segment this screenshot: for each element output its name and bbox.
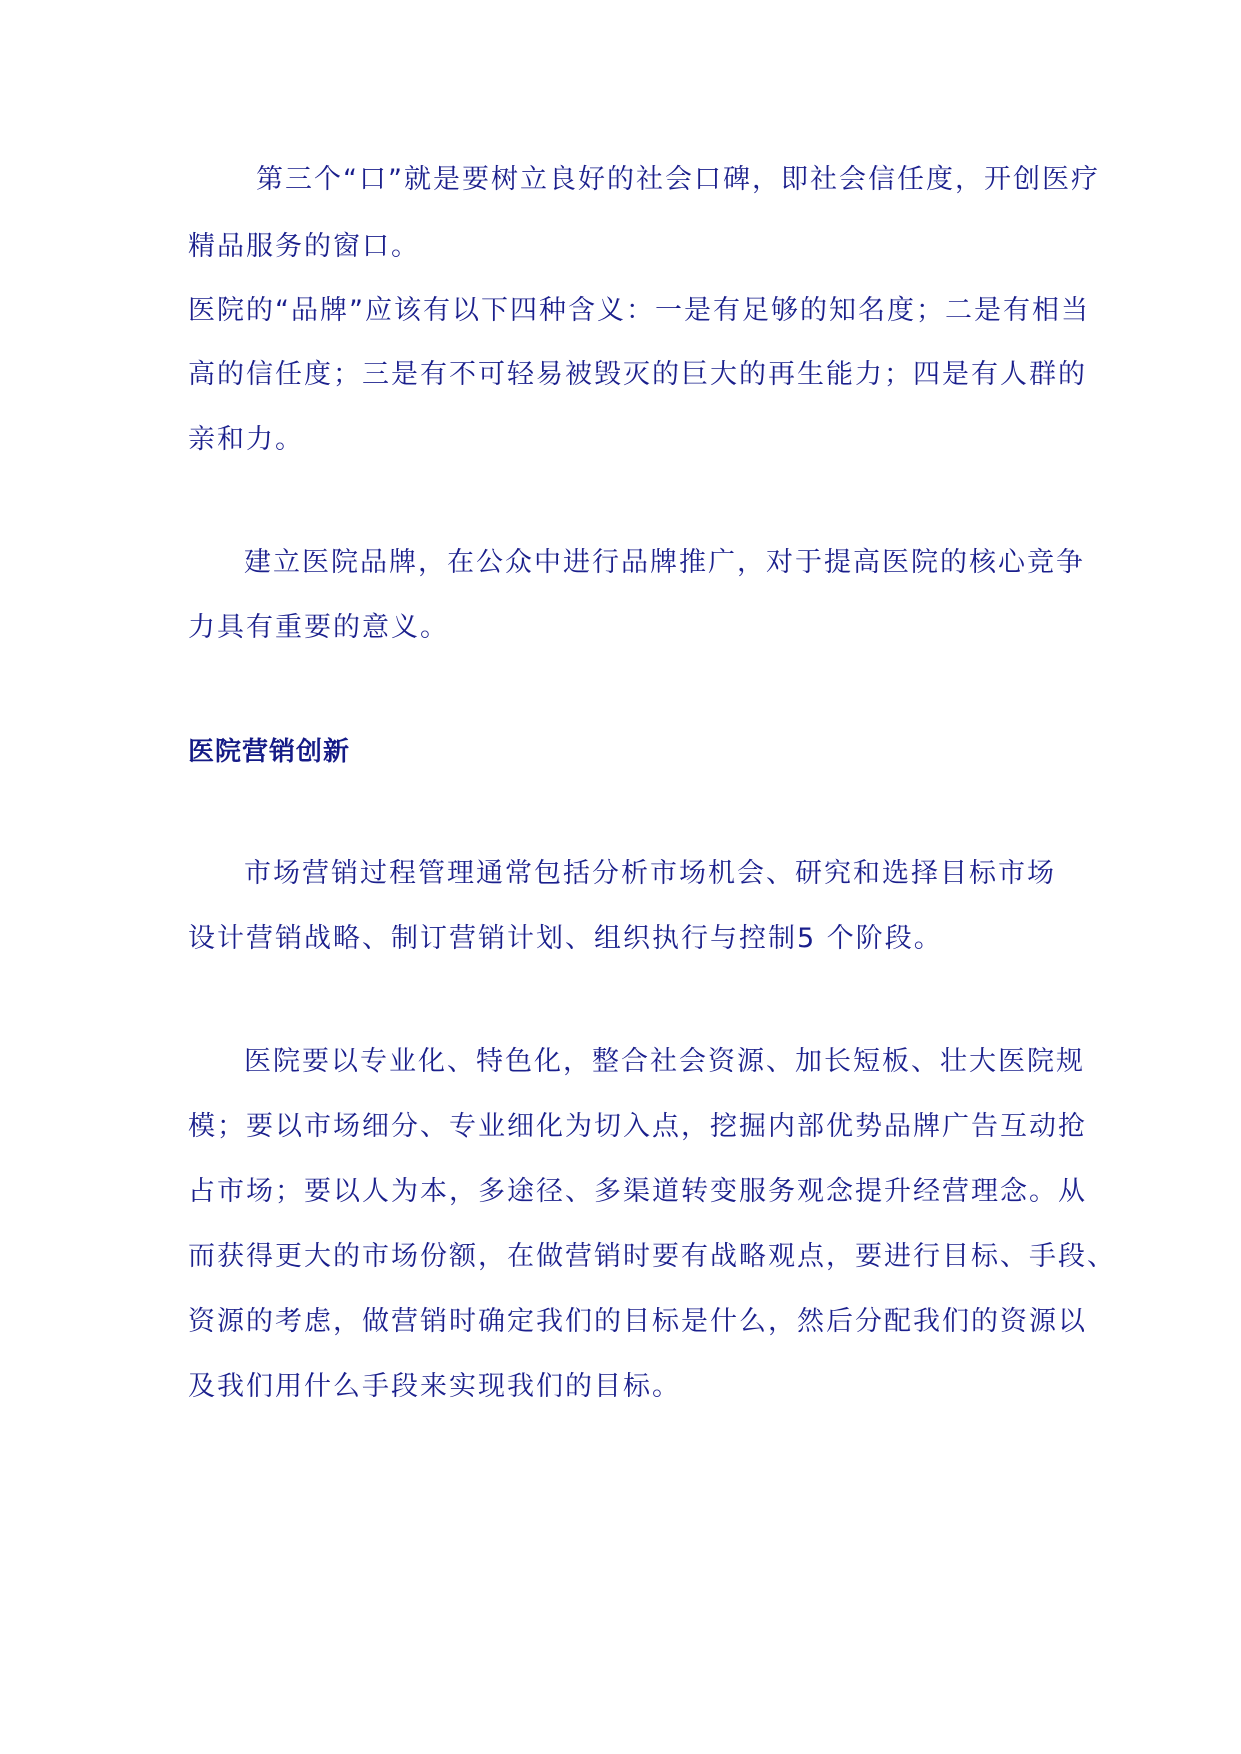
paragraph-5-line-1: 医院要以专业化、特色化，整合社会资源、加长短板、壮大医院规	[244, 1046, 1085, 1077]
paragraph-1-line-1: 第三个“口”就是要树立良好的社会口碑，即社会信任度，开创医疗	[256, 164, 1100, 195]
paragraph-2-line-2: 高的信任度；三是有不可轻易被毁灭的巨大的再生能力；四是有人群的	[188, 359, 1087, 390]
paragraph-2-line-3: 亲和力。	[188, 424, 304, 455]
paragraph-4-line-2: 设计营销战略、制订营销计划、组织执行与控制5 个阶段。	[188, 923, 943, 954]
section-heading: 医院营销创新	[188, 737, 351, 767]
paragraph-4-line-1: 市场营销过程管理通常包括分析市场机会、研究和选择目标市场	[244, 858, 1056, 889]
paragraph-2-line-1: 医院的“品牌”应该有以下四种含义：一是有足够的知名度；二是有相当	[188, 295, 1090, 326]
paragraph-5-line-6: 及我们用什么手段来实现我们的目标。	[188, 1371, 681, 1402]
paragraph-1-line-2: 精品服务的窗口。	[188, 231, 420, 262]
paragraph-5-line-3: 占市场；要以人为本，多途径、多渠道转变服务观念提升经营理念。从	[188, 1176, 1087, 1207]
paragraph-5-line-4: 而获得更大的市场份额，在做营销时要有战略观点，要进行目标、手段、	[188, 1241, 1116, 1272]
paragraph-3-line-1: 建立医院品牌，在公众中进行品牌推广，对于提高医院的核心竞争	[244, 547, 1085, 578]
paragraph-5-line-5: 资源的考虑，做营销时确定我们的目标是什么，然后分配我们的资源以	[188, 1306, 1087, 1337]
paragraph-5-line-2: 模；要以市场细分、专业细化为切入点，挖掘内部优势品牌广告互动抢	[188, 1111, 1087, 1142]
paragraph-3-line-2: 力具有重要的意义。	[188, 612, 449, 643]
